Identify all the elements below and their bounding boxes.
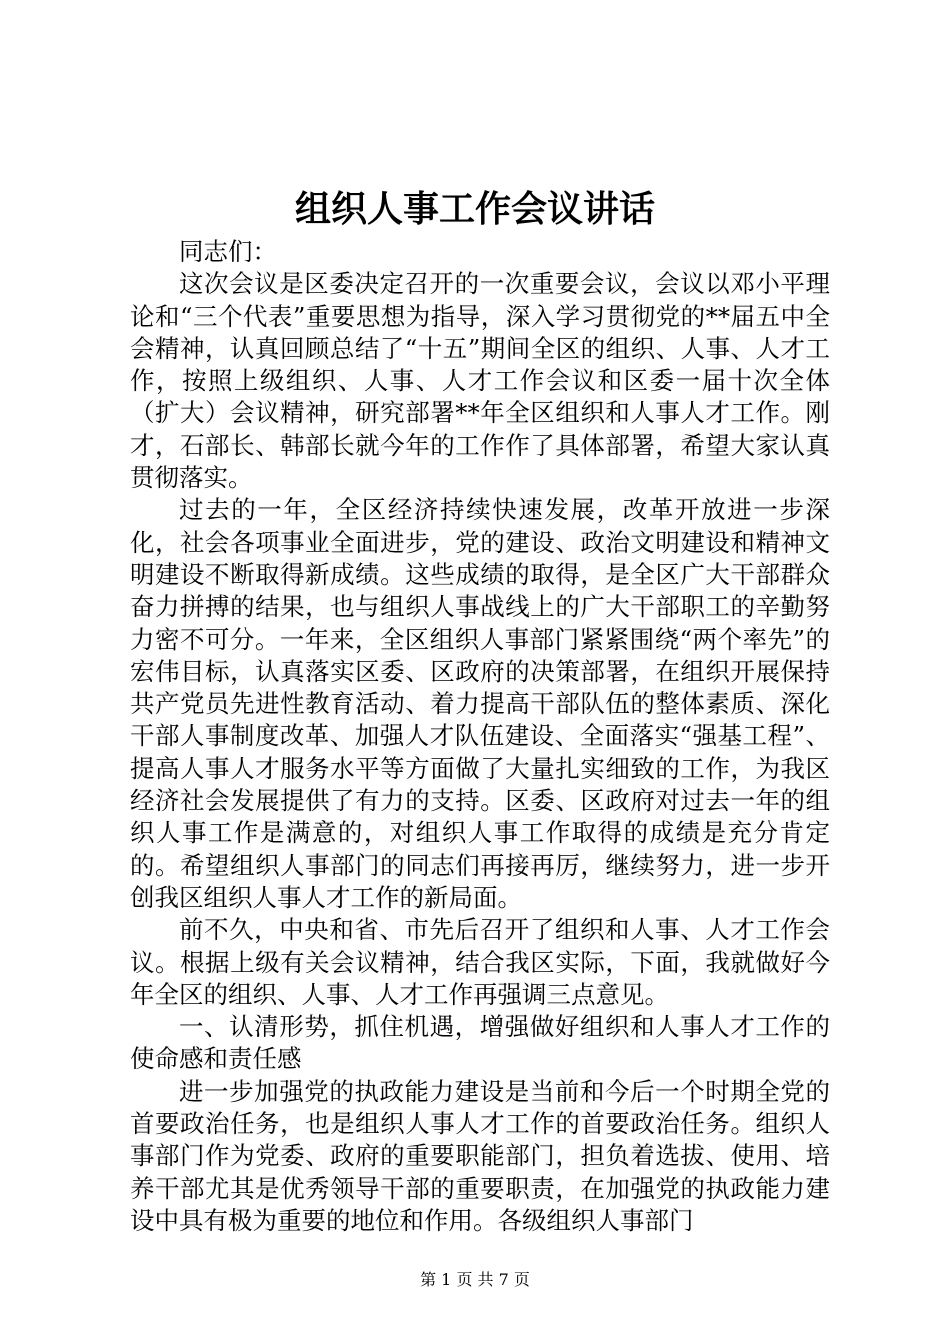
body-paragraph: 这次会议是区委决定召开的一次重要会议，会议以邓小平理论和“三个代表”重要思想为指导，深入学习贯彻党的**届五中全会精神，认真回顾总结了“十五”期间全区的组织、人事、人才工作，按照上级组织、人事、人才工作会议和区委一届十次全体（扩大）会议精神，研究部署**年全区组织和人事人才工作。刚才，石部长、韩部长就今年的工作作了具体部署，希望大家认真贯彻落实。 xyxy=(130,269,830,493)
body-paragraph: 进一步加强党的执政能力建设是当前和今后一个时期全党的首要政治任务，也是组织人事人才工作的首要政治任务。组织人事部门作为党委、政府的重要职能部门，担负着选拔、使用、培养干部尤其是优秀领导干部的重要职责，在加强党的执政能力建设中具有极为重要的地位和作用。各级组织人事部门 xyxy=(130,1076,830,1235)
page-footer: 第 1 页 共 7 页 xyxy=(420,1270,530,1289)
section-heading: 一、认清形势，抓住机遇，增强做好组织和人事人才工作的使命感和责任感 xyxy=(130,1012,830,1074)
body-paragraph: 前不久，中央和省、市先后召开了组织和人事、人才工作会议。根据上级有关会议精神，结合我区实际，下面，我就做好今年全区的组织、人事、人才工作再强调三点意见。 xyxy=(130,915,830,1009)
body-paragraph: 过去的一年，全区经济持续快速发展，改革开放进一步深化，社会各项事业全面进步，党的建设、政治文明建设和精神文明建设不断取得新成绩。这些成绩的取得，是全区广大干部群众奋力拼搏的结果，也与组织人事战线上的广大干部职工的辛勤努力密不可分。一年来，全区组织人事部门紧紧围绕“两个率先”的宏伟目标，认真落实区委、区政府的决策部署，在组织开展保持共产党员先进性教育活动、着力提高干部队伍的整体素质、深化干部人事制度改革、加强人才队伍建设、全面落实“强基工程”、提高人事人才服务水平等方面做了大量扎实细致的工作，为我区经济社会发展提供了有力的支持。区委、区政府对过去一年的组织人事工作是满意的，对组织人事工作取得的成绩是充分肯定的。希望组织人事部门的同志们再接再厉，继续努力，进一步开创我区组织人事人才工作的新局面。 xyxy=(130,495,830,912)
document-body xyxy=(130,236,830,1237)
document-title: 组织人事工作会议讲话 xyxy=(294,188,655,230)
salutation: 同志们： xyxy=(179,237,277,266)
